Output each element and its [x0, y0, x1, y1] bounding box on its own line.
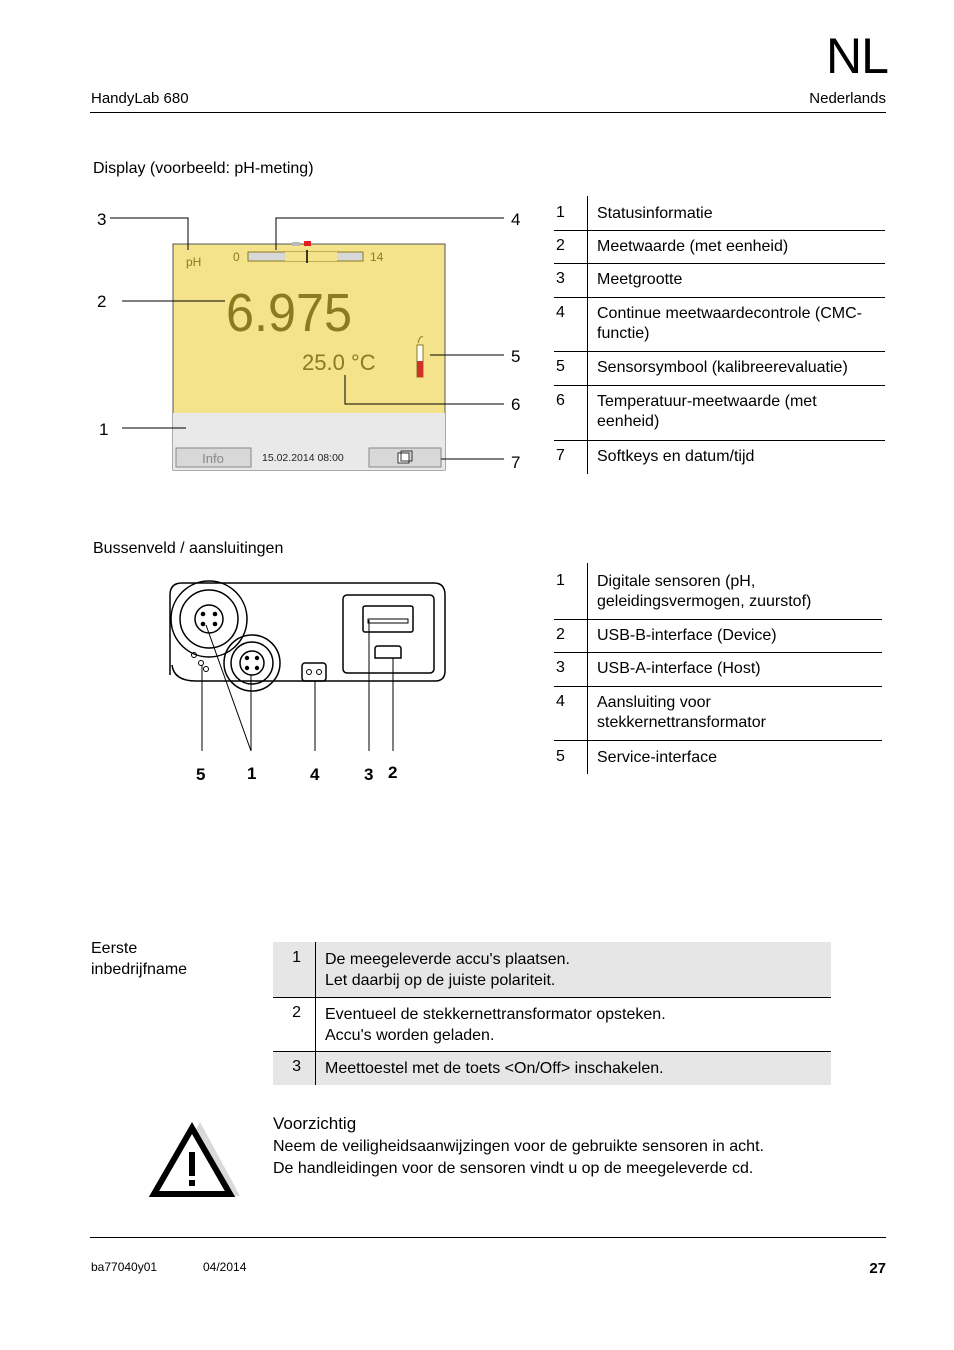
legend-row: 2 Meetwaarde (met eenheid): [554, 230, 885, 264]
sockets-diagram: [160, 575, 460, 790]
callout-4: 4: [511, 210, 521, 229]
display-diagram: [80, 195, 540, 485]
sockets-section-title: Bussenveld / aansluitingen: [93, 540, 284, 557]
callout-3: 3: [364, 765, 374, 784]
cmc-bar-range: [285, 252, 337, 261]
legend-row: 4 Aansluiting voor stekkernettransformator: [554, 686, 882, 741]
sensor-socket-1: [171, 581, 247, 657]
legend-row: 2 USB-B-interface (Device): [554, 619, 882, 653]
caution-text: Neem de veiligheidsaanwijzingen voor de gebruikte sensoren in acht. De handleidingen voor de sensoren vindt u op de meegeleverde cd.: [273, 1138, 764, 1177]
header-language: Nederlands: [809, 90, 886, 107]
key-on-off: <On/Off>: [504, 1060, 571, 1077]
callout-2: 2: [388, 763, 398, 782]
cmc-marker-grey: [292, 242, 300, 246]
callout-5: 5: [196, 765, 206, 784]
display-section-title: Display (voorbeeld: pH-meting): [93, 160, 314, 177]
softkey-info-label: Info: [202, 451, 224, 466]
param-label: pH: [186, 255, 202, 269]
step-row: 1 De meegeleverde accu's plaatsen. Let daarbij op de juiste polariteit.: [273, 942, 831, 998]
legend-row: 6 Temperatuur-meetwaarde (met eenheid): [554, 385, 885, 441]
first-use-steps: [273, 942, 831, 1085]
legend-row: 3 Meetgrootte: [554, 263, 885, 298]
sensor-socket-2: [224, 635, 280, 691]
legend-row: 7 Softkeys en datum/tijd: [554, 440, 885, 474]
legend-row: 4 Continue meetwaardecontrole (CMC-functie): [554, 297, 885, 352]
document-id: ba77040y01: [91, 1260, 158, 1274]
temperature-value: 25.0 °C: [302, 350, 376, 375]
language-badge: NL: [826, 28, 888, 84]
scale-max: 14: [370, 250, 384, 264]
legend-row: 1 Digitale sensoren (pH, geleidingsvermogen, zuurstof): [554, 563, 882, 620]
sockets-legend-table: [554, 563, 882, 775]
footer-rule: [90, 1237, 886, 1238]
scale-min: 0: [233, 250, 240, 264]
product-name: HandyLab 680: [91, 90, 189, 107]
warning-icon: [148, 1118, 243, 1200]
callout-1: 1: [99, 420, 109, 439]
screen-datetime: 15.02.2014 08:00: [262, 452, 344, 464]
callout-2: 2: [97, 292, 107, 311]
first-use-title: Eerste inbedrijfname: [91, 940, 188, 978]
legend-row: 5 Sensorsymbool (kalibreerevaluatie): [554, 351, 885, 386]
usb-b-port: [375, 646, 401, 658]
header-rule: [90, 112, 886, 113]
power-socket: [302, 663, 326, 681]
callout-4: 4: [310, 765, 320, 784]
cmc-marker-red: [304, 241, 311, 246]
callout-6: 6: [511, 395, 521, 414]
page-number: 27: [869, 1260, 886, 1277]
step-row: 2 Eventueel de stekkernettransformator opsteken. Accu's worden geladen.: [273, 998, 831, 1052]
legend-row: 3 USB-A-interface (Host): [554, 652, 882, 687]
callout-7: 7: [511, 453, 521, 472]
usb-a-port: [363, 606, 413, 632]
legend-row: 5 Service-interface: [554, 740, 882, 774]
display-legend-table: [554, 196, 885, 476]
caution-title: Voorzichtig: [273, 1114, 357, 1133]
legend-row: 1 Statusinformatie: [554, 196, 885, 231]
callout-5: 5: [511, 347, 521, 366]
callout-3: 3: [97, 210, 107, 229]
document-date: 04/2014: [203, 1260, 247, 1274]
step-row: 3 Meettoestel met de toets <On/Off> inschakelen.: [273, 1052, 831, 1085]
callout-1: 1: [247, 764, 257, 783]
measurement-value: 6.975: [226, 283, 352, 343]
